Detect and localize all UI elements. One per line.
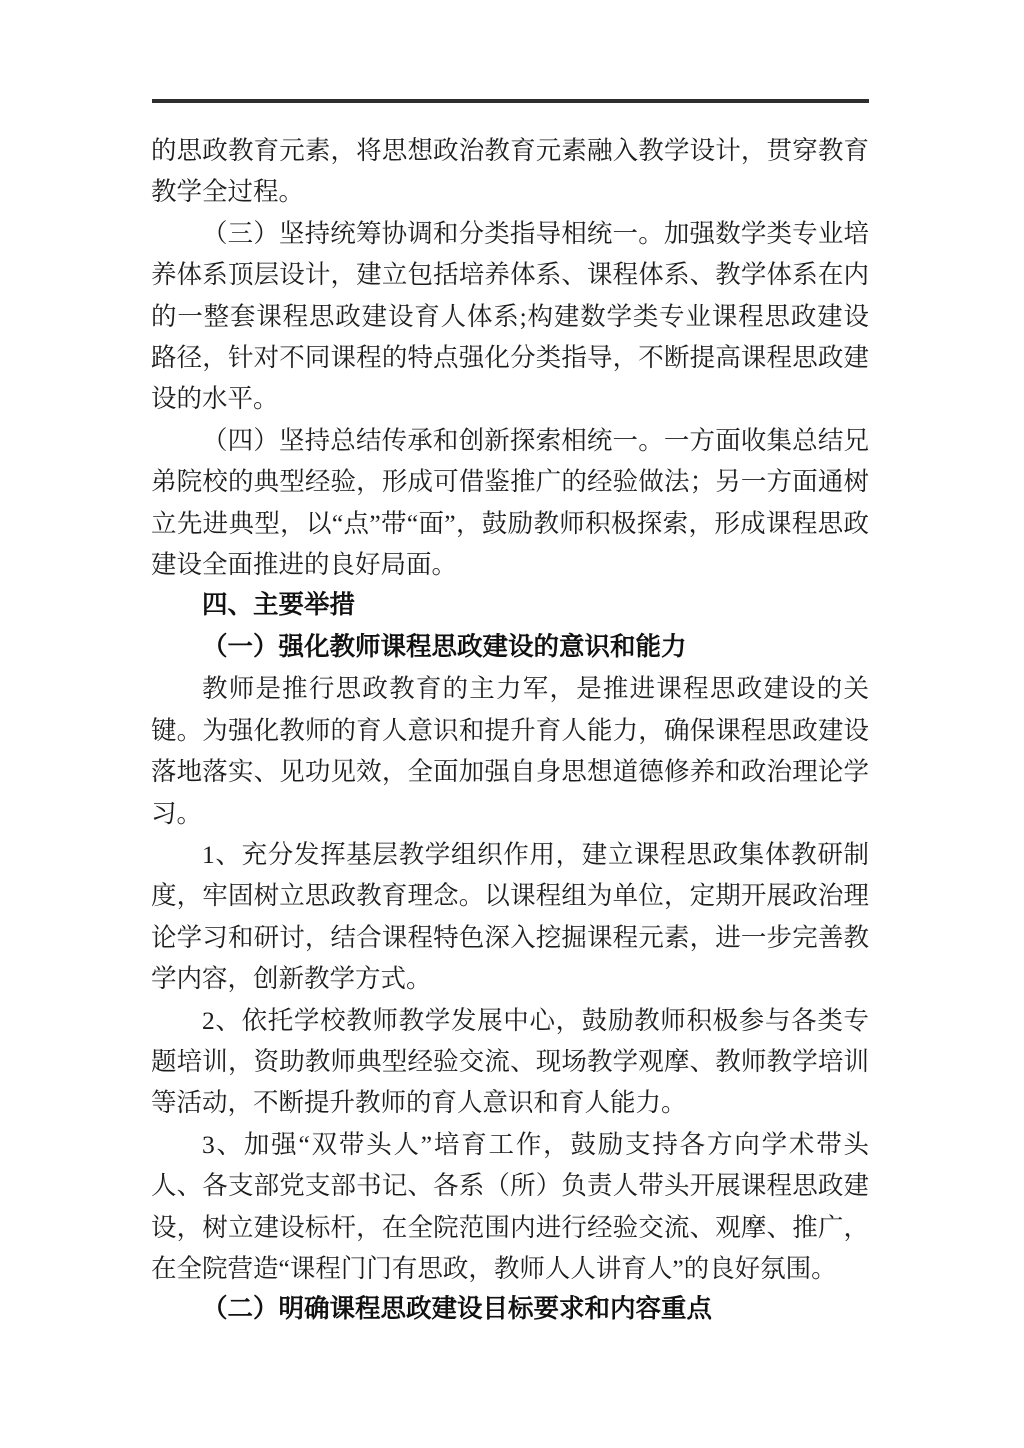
text-line: 的思政教育元素，将思想政治教育元素融入教学设计，贯穿教育 <box>151 136 869 165</box>
text-line: 养体系顶层设计，建立包括培养体系、课程体系、教学体系在内 <box>151 260 869 290</box>
text-line: （三）坚持统筹协调和分类指导相统一。加强数学类专业培 <box>202 218 869 248</box>
text-line: 的一整套课程思政建设育人体系;构建数学类专业课程思政建设 <box>151 301 869 331</box>
document-body <box>151 130 869 1331</box>
text-line: 2、依托学校教师教学发展中心，鼓励教师积极参与各类专 <box>202 1005 869 1035</box>
text-line: （四）坚持总结传承和创新探索相统一。一方面收集总结兄 <box>202 425 869 455</box>
text-line: 教师是推行思政教育的主力军，是推进课程思政建设的关 <box>202 674 869 704</box>
header-rule <box>152 99 869 103</box>
section-heading: 四、主要举措 <box>202 591 356 620</box>
text-line: 教学全过程。 <box>151 177 305 207</box>
text-line: 设的水平。 <box>151 384 279 414</box>
text-line: 路径，针对不同课程的特点强化分类指导，不断提高课程思政建 <box>151 343 869 373</box>
section-heading: （一）强化教师课程思政建设的意识和能力 <box>202 632 687 661</box>
text-line: 人、各支部党支部书记、各系（所）负责人带头开展课程思政建 <box>151 1171 869 1201</box>
text-line: 建设全面推进的良好局面。 <box>151 550 458 580</box>
text-line: 习。 <box>151 798 203 828</box>
text-line: 在全院营造“课程门门有思政，教师人人讲育人”的良好氛围。 <box>151 1253 837 1283</box>
section-heading: （二）明确课程思政建设目标要求和内容重点 <box>202 1295 713 1324</box>
text-line: 等活动，不断提升教师的育人意识和育人能力。 <box>151 1088 687 1118</box>
text-line: 1、充分发挥基层教学组织作用，建立课程思政集体教研制 <box>202 839 869 869</box>
text-line: 设，树立建设标杆，在全院范围内进行经验交流、观摩、推广， <box>151 1212 869 1242</box>
text-line: 键。为强化教师的育人意识和提升育人能力，确保课程思政建设 <box>151 715 869 745</box>
text-line: 学内容，创新教学方式。 <box>151 964 432 994</box>
text-line: 度，牢固树立思政教育理念。以课程组为单位，定期开展政治理 <box>151 881 869 911</box>
text-line: 落地落实、见功见效，全面加强自身思想道德修养和政治理论学 <box>151 757 869 787</box>
text-line: 论学习和研讨，结合课程特色深入挖掘课程元素，进一步完善教 <box>151 922 869 952</box>
text-line: 3、加强“双带头人”培育工作，鼓励支持各方向学术带头 <box>202 1129 869 1159</box>
text-line: 弟院校的典型经验，形成可借鉴推广的经验做法；另一方面通树 <box>151 467 869 497</box>
text-line: 题培训，资助教师典型经验交流、现场教学观摩、教师教学培训 <box>151 1046 869 1076</box>
text-line: 立先进典型，以“点”带“面”，鼓励教师积极探索，形成课程思政 <box>151 508 869 538</box>
